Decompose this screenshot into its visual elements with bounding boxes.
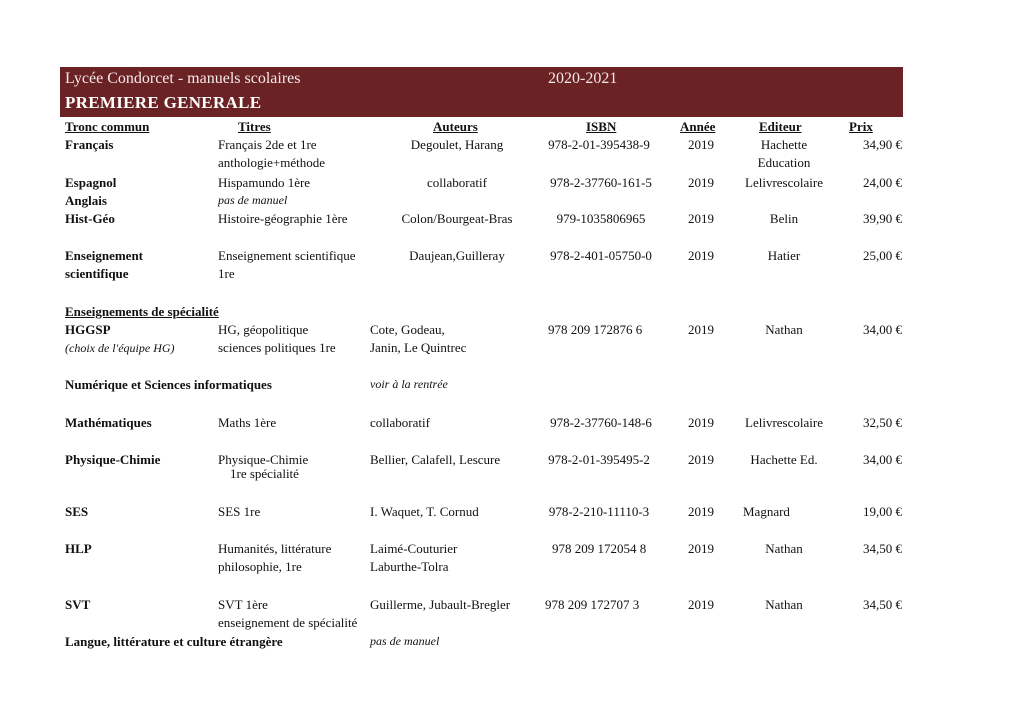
price: 39,90 € xyxy=(863,211,902,226)
school-year: 2020-2021 xyxy=(548,70,618,87)
note: voir à la rentrée xyxy=(370,377,448,391)
subject-line-2: scientifique xyxy=(65,266,129,281)
specialty-heading: Enseignements de spécialité xyxy=(65,304,219,319)
authors: Colon/Bourgeat-Bras xyxy=(401,211,513,226)
year: 2019 xyxy=(688,415,714,430)
authors: I. Waquet, T. Cornud xyxy=(370,504,479,519)
subject: SES xyxy=(65,504,89,519)
header-authors: Auteurs xyxy=(433,119,478,134)
isbn: 978 209 172876 6 xyxy=(548,322,643,337)
title: Maths 1ère xyxy=(218,415,277,430)
year: 2019 xyxy=(688,175,714,190)
authors: collaboratif xyxy=(370,415,430,430)
isbn: 978-2-401-05750-0 xyxy=(550,248,652,263)
authors: Daujean,Guilleray xyxy=(409,248,505,263)
note: pas de manuel xyxy=(218,193,288,207)
price: 34,50 € xyxy=(863,541,902,556)
title: Hispamundo 1ère xyxy=(218,175,311,190)
authors-line-2: Janin, Le Quintrec xyxy=(370,340,467,355)
title: Humanités, littérature xyxy=(218,541,332,556)
class-level: PREMIERE GENERALE xyxy=(65,93,262,112)
publisher: Nathan xyxy=(765,597,803,612)
subject: Français xyxy=(65,137,114,152)
year: 2019 xyxy=(688,541,714,556)
header-year: Année xyxy=(680,119,716,134)
subject: Espagnol xyxy=(65,175,117,190)
price: 34,00 € xyxy=(863,322,902,337)
authors: Guillerme, Jubault-Bregler xyxy=(370,597,511,612)
isbn: 979-1035806965 xyxy=(556,211,646,226)
isbn: 978 209 172707 3 xyxy=(545,597,640,612)
authors: Bellier, Calafell, Lescure xyxy=(370,452,501,467)
title: SVT 1ère xyxy=(218,597,268,612)
title-line-2: philosophie, 1re xyxy=(218,559,302,574)
authors-line-2: Laburthe-Tolra xyxy=(370,559,449,574)
price: 19,00 € xyxy=(863,504,902,519)
price: 24,00 € xyxy=(863,175,902,190)
header-banner xyxy=(60,67,903,117)
year: 2019 xyxy=(688,597,714,612)
subject: Mathématiques xyxy=(65,415,152,430)
authors: Laimé-Couturier xyxy=(370,541,458,556)
year: 2019 xyxy=(688,211,714,226)
publisher: Nathan xyxy=(765,541,803,556)
isbn: 978 209 172054 8 xyxy=(552,541,647,556)
publisher: Belin xyxy=(769,211,799,226)
price: 25,00 € xyxy=(863,248,902,263)
price: 34,00 € xyxy=(863,452,902,467)
price: 34,50 € xyxy=(863,597,902,612)
publisher: Magnard xyxy=(743,504,790,519)
title: HG, géopolitique xyxy=(218,322,309,337)
publisher: Hachette xyxy=(760,137,808,152)
header-section: Tronc commun xyxy=(65,119,150,134)
subject: Anglais xyxy=(65,193,107,208)
title: Français 2de et 1re xyxy=(218,137,317,152)
authors: Degoulet, Harang xyxy=(410,137,504,152)
title: Enseignement scientifique xyxy=(218,248,356,263)
subject: Physique-Chimie xyxy=(65,452,161,467)
publisher: Hatier xyxy=(767,248,801,263)
subject: HLP xyxy=(65,541,92,556)
price: 34,90 € xyxy=(863,137,902,152)
authors: Cote, Godeau, xyxy=(370,322,445,337)
isbn: 978-2-01-395438-9 xyxy=(548,137,650,152)
publisher: Lelivrescolaire xyxy=(745,175,823,190)
header-isbn: ISBN xyxy=(586,119,617,134)
year: 2019 xyxy=(688,248,714,263)
header-publisher: Editeur xyxy=(759,119,802,134)
title-line-2: 1re spécialité xyxy=(230,466,299,481)
publisher: Lelivrescolaire xyxy=(745,415,823,430)
title-line-2: 1re xyxy=(218,266,235,281)
publisher: Nathan xyxy=(765,322,803,337)
school-title: Lycée Condorcet - manuels scolaires xyxy=(65,70,301,87)
note: pas de manuel xyxy=(370,634,440,648)
year: 2019 xyxy=(688,452,714,467)
title-line-2: enseignement de spécialité xyxy=(218,615,358,630)
publisher: Hachette Ed. xyxy=(750,452,818,467)
isbn: 978-2-01-395495-2 xyxy=(548,452,650,467)
header-price: Prix xyxy=(849,119,873,134)
subject: Hist-Géo xyxy=(65,211,115,226)
subject: Numérique et Sciences informatiques xyxy=(65,377,272,392)
year: 2019 xyxy=(688,504,714,519)
title-line-2: anthologie+méthode xyxy=(218,155,325,170)
authors: collaboratif xyxy=(427,175,487,190)
year: 2019 xyxy=(688,322,714,337)
year: 2019 xyxy=(688,137,714,152)
isbn: 978-2-37760-148-6 xyxy=(550,415,652,430)
publisher-line-2: Education xyxy=(757,155,811,170)
title-line-2: sciences politiques 1re xyxy=(218,340,336,355)
title: Physique-Chimie xyxy=(218,452,309,467)
subject: Langue, littérature et culture étrangère xyxy=(65,634,283,649)
subject: SVT xyxy=(65,597,91,612)
subject: Enseignement xyxy=(65,248,143,263)
title: SES 1re xyxy=(218,504,261,519)
subject: HGGSP xyxy=(65,322,111,337)
header-titles: Titres xyxy=(238,119,271,134)
isbn: 978-2-210-11110-3 xyxy=(548,504,650,519)
isbn: 978-2-37760-161-5 xyxy=(550,175,652,190)
price: 32,50 € xyxy=(863,415,902,430)
subject-note: (choix de l'équipe HG) xyxy=(65,341,175,355)
title: Histoire-géographie 1ère xyxy=(218,211,348,226)
